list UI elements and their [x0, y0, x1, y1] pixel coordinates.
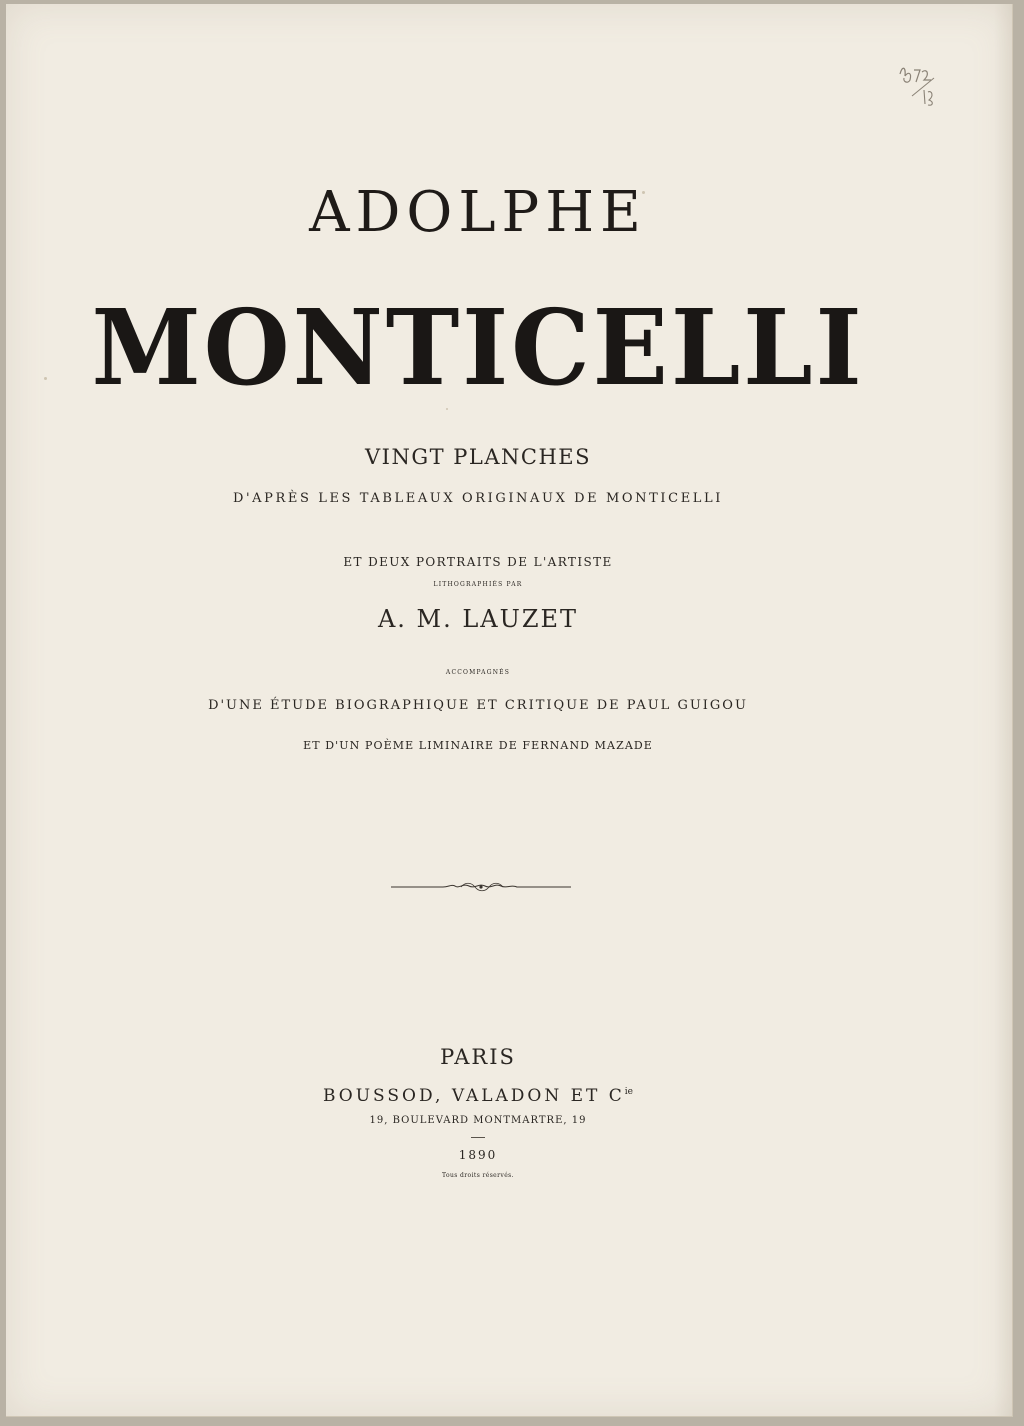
accompanied-label: ACCOMPAGNÉS: [445, 669, 511, 676]
study-credit: D'UNE ÉTUDE BIOGRAPHIQUE ET CRITIQUE DE PAUL GUIGOU: [208, 698, 748, 713]
publisher-name: [6, 1086, 950, 1106]
title-page: [6, 4, 1013, 1417]
imprint-divider: [471, 1137, 485, 1138]
author-last-name: MONTICELLI: [91, 286, 865, 409]
rights-notice: Tous droits réservés.: [442, 1172, 514, 1179]
lithographed-by-label: LITHOGRAPHIÉS PAR: [433, 581, 523, 588]
publisher-name-text: BOUSSOD, VALADON ET C: [322, 1086, 625, 1106]
publisher-address: 19, BOULEVARD MONTMARTRE, 19: [369, 1115, 587, 1126]
publisher-name-superscript: ie: [624, 1087, 634, 1097]
poem-credit: ET D'UN POÈME LIMINAIRE DE FERNAND MAZADE: [303, 739, 653, 752]
subtitle-plates: VINGT PLANCHES: [364, 445, 591, 469]
imprint-city: PARIS: [440, 1045, 516, 1069]
portraits-line: ET DEUX PORTRAITS DE L'ARTISTE: [343, 555, 613, 569]
lithographer-name: A. M. LAUZET: [377, 605, 579, 633]
publication-year: 1890: [458, 1148, 498, 1162]
subtitle-source: D'APRÈS LES TABLEAUX ORIGINAUX DE MONTICELLI: [232, 491, 723, 506]
page-edge-shadow: [994, 4, 1012, 1416]
handwritten-shelfmark: [894, 60, 954, 110]
author-first-name: ADOLPHE: [309, 180, 647, 245]
ornamental-rule: [391, 880, 571, 894]
